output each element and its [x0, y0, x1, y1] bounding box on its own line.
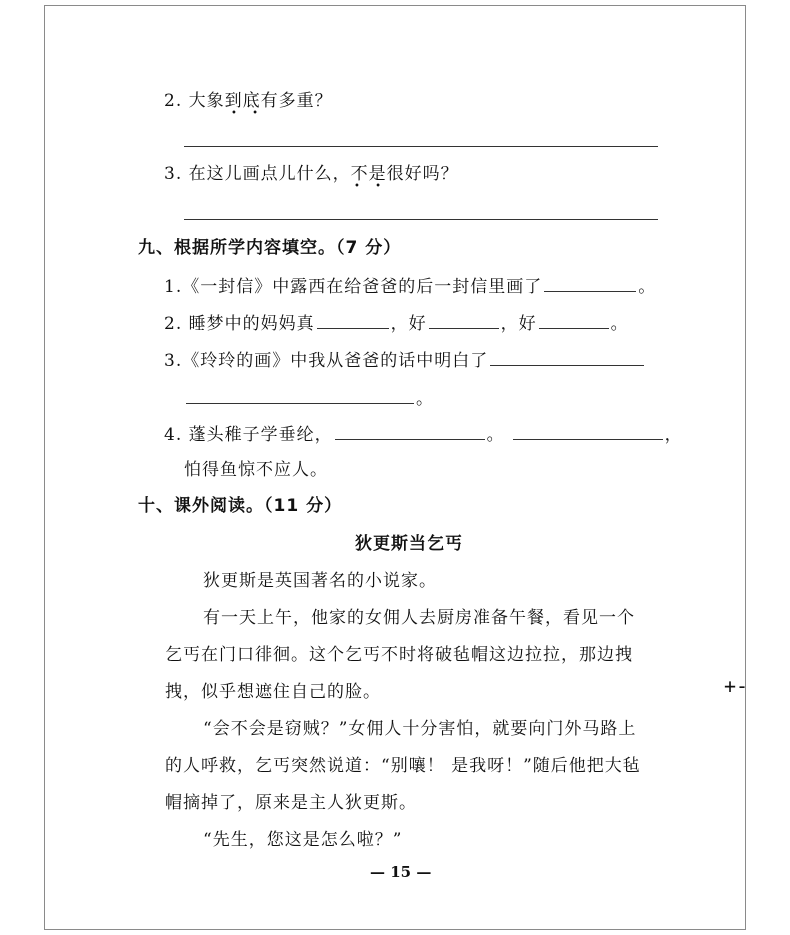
page-number: — 15 — — [370, 863, 432, 881]
fill-blank[interactable] — [317, 312, 389, 329]
fill-blank[interactable] — [544, 275, 636, 292]
q9-item-2 — [164, 312, 629, 335]
passage-line: 拽，似乎想遮住自己的脸。 — [165, 682, 381, 702]
q9-item-2-b: ，好 — [390, 314, 427, 334]
passage-line: 乞丐在门口徘徊。这个乞丐不时将破毡帽这边拉拉，那边拽 — [165, 645, 633, 665]
passage-line: 帽摘掉了，原来是主人狄更斯。 — [165, 793, 417, 813]
q9-item-3 — [164, 349, 646, 372]
fill-blank[interactable] — [490, 349, 644, 366]
q9-item-2-end: 。 — [610, 314, 629, 334]
q9-heading: 九、根据所学内容填空。（7 分） — [138, 238, 402, 258]
q9-item-2-c: ，好 — [500, 314, 537, 334]
q9-item-4-text: 4. 蓬头稚子学垂纶， — [164, 425, 333, 445]
answer-line — [184, 219, 658, 220]
passage-line: 的人呼救，乞丐突然说道：“别嚷！ 是我呀！”随后他把大毡 — [165, 756, 641, 776]
emphasis-dots: • • — [231, 108, 264, 119]
q9-item-4-mid: 。 — [486, 425, 505, 445]
q9-item-3-text: 3.《玲玲的画》中我从爸爸的话中明白了 — [164, 351, 489, 371]
q9-item-1-text: 1.《一封信》中露西在给爸爸的后一封信里画了 — [164, 277, 543, 297]
q9-item-3-end: 。 — [416, 389, 434, 409]
fill-blank[interactable] — [539, 312, 609, 329]
q8-item-3: 3. 在这儿画点儿什么，不是很好吗？ — [164, 164, 459, 184]
q9-item-4-end: ， — [664, 425, 683, 445]
q9-item-4 — [164, 423, 683, 446]
q10-heading: 十、课外阅读。（11 分） — [138, 496, 343, 516]
fill-blank[interactable] — [429, 312, 499, 329]
fill-blank[interactable] — [335, 423, 485, 440]
passage-line: 有一天上午，他家的女佣人去厨房准备午餐，看见一个 — [203, 608, 635, 628]
passage-line: “先生，您这是怎么啦？” — [203, 830, 403, 850]
q9-item-4-line2: 怕得鱼惊不应人。 — [184, 460, 328, 480]
answer-line — [184, 146, 658, 147]
crop-mark: +- — [724, 674, 749, 698]
fill-blank[interactable] — [513, 423, 663, 440]
passage-paragraph: 狄更斯是英国著名的小说家。 — [203, 571, 437, 591]
q9-item-1 — [164, 275, 656, 298]
q8-item-2: 2. 大象到底有多重？ — [164, 91, 333, 111]
passage-title: 狄更斯当乞丐 — [355, 534, 463, 554]
q9-item-3-line2 — [184, 387, 434, 410]
emphasis-dots: • • — [354, 181, 387, 192]
fill-blank[interactable] — [186, 387, 414, 404]
passage-line: “会不会是窃贼？”女佣人十分害怕，就要向门外马路上 — [203, 719, 637, 739]
q9-item-1-end: 。 — [638, 277, 657, 297]
q9-item-2-a: 2. 睡梦中的妈妈真 — [164, 314, 315, 334]
